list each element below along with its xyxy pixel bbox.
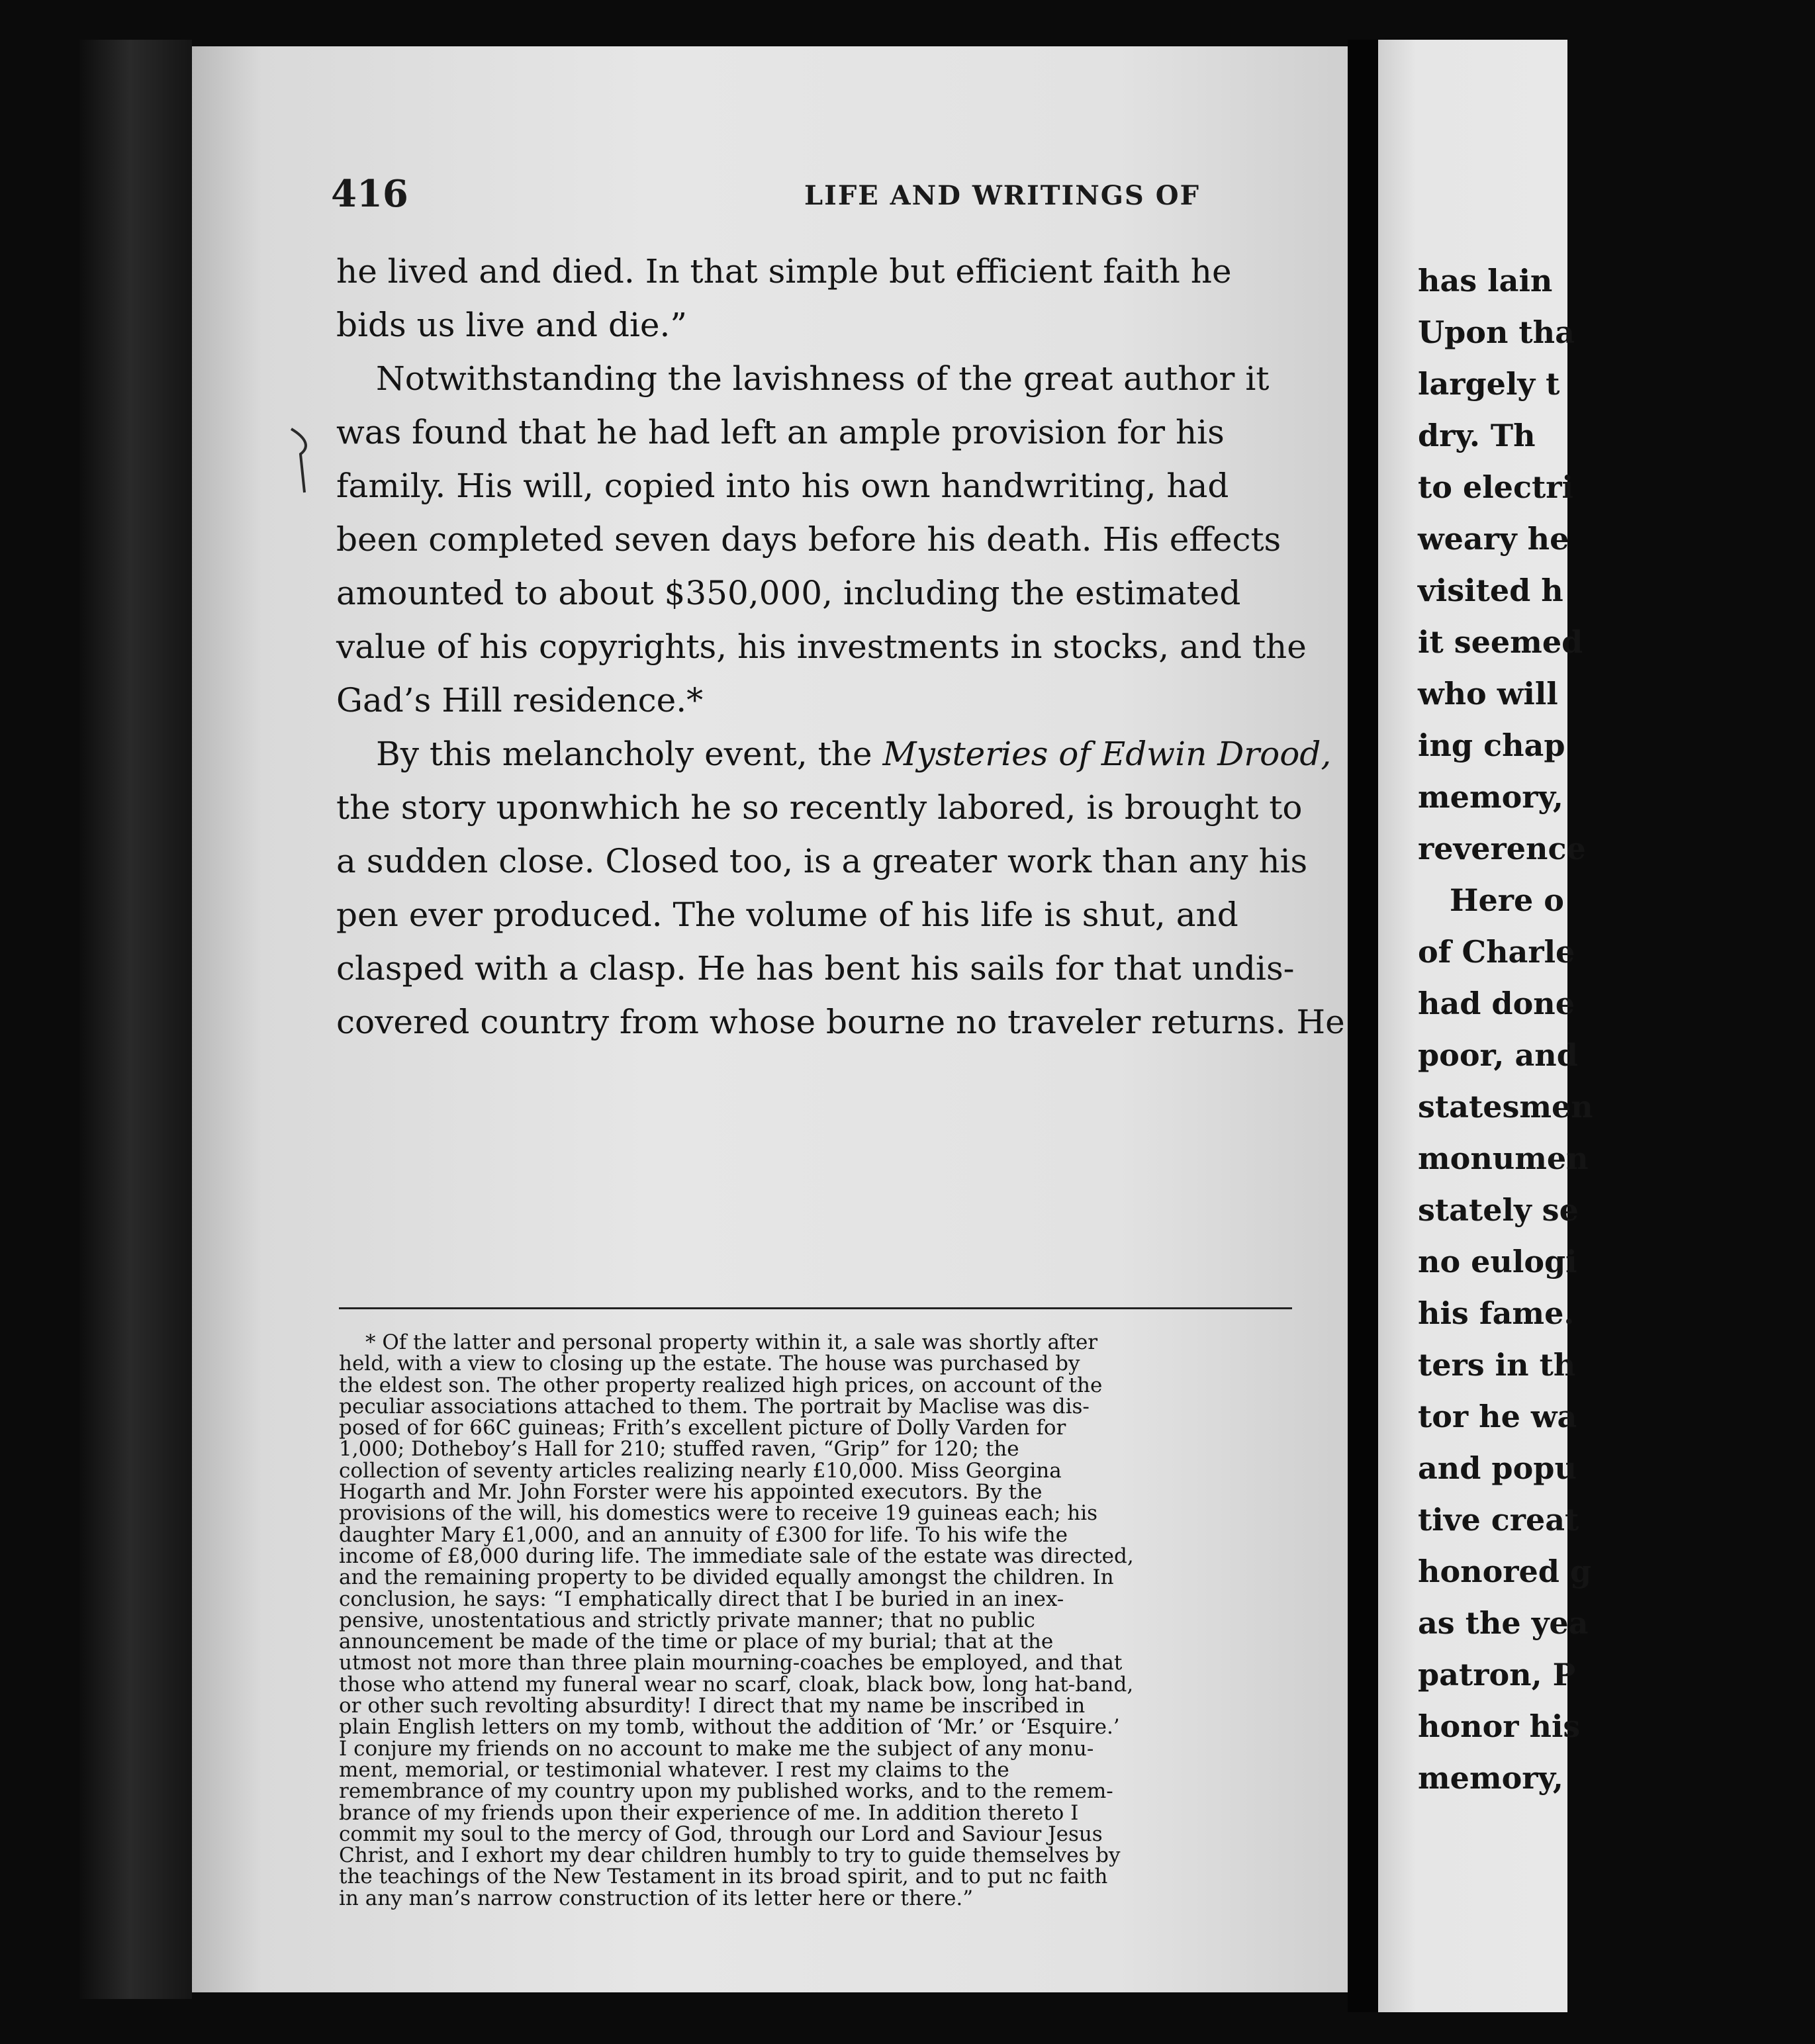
footnote-line: the eldest son. The other property realized high prices, on account of the xyxy=(339,1373,1103,1397)
right-text-line: had done xyxy=(1418,986,1575,1021)
text-line xyxy=(336,727,1475,781)
right-text-line: memory, xyxy=(1418,1760,1563,1796)
right-text-line: poor, and xyxy=(1418,1037,1578,1073)
right-text-line: who will xyxy=(1418,676,1558,712)
text-line: a sudden close. Closed too, is a greater work than any his xyxy=(336,842,1308,880)
running-head xyxy=(331,172,1284,225)
right-text-line: to electri xyxy=(1418,469,1573,505)
right-text-line: as the yea xyxy=(1418,1605,1589,1641)
right-text-line: patron, P xyxy=(1418,1657,1576,1693)
right-text-line: dry. Th xyxy=(1418,418,1536,453)
right-text-line: visited h xyxy=(1418,573,1563,608)
footnote-line: posed of for 66C guineas; Frith’s excellent picture of Dolly Varden for xyxy=(339,1416,1066,1440)
pencil-margin-mark xyxy=(285,424,318,496)
footnote-line: commit my soul to the mercy of God, through our Lord and Saviour Jesus xyxy=(339,1822,1103,1846)
main-text-block xyxy=(336,245,1475,1049)
text-line: he lived and died. In that simple but efficient faith he xyxy=(336,252,1232,291)
footnote-line: brance of my friends upon their experience of me. In addition thereto I xyxy=(339,1800,1079,1825)
footnote-line: remembrance of my country upon my published works, and to the remem- xyxy=(339,1779,1113,1804)
right-text-line: ters in th xyxy=(1418,1347,1576,1383)
text-line: clasped with a clasp. He has bent his sails for that undis- xyxy=(336,949,1295,988)
right-text-line: weary he xyxy=(1418,521,1569,557)
right-text-line: honored g xyxy=(1418,1554,1592,1589)
footnote-line: income of £8,000 during life. The immediate sale of the estate was directed, xyxy=(339,1544,1134,1568)
right-text-line: largely t xyxy=(1418,366,1560,402)
footnote-line: utmost not more than three plain mourning-coaches be employed, and that xyxy=(339,1651,1123,1675)
text-line: been completed seven days before his death. His effects xyxy=(336,520,1281,559)
right-text-line: honor his xyxy=(1418,1708,1581,1744)
right-page xyxy=(1378,40,1593,2012)
text-line: Gad’s Hill residence.* xyxy=(336,681,704,720)
footnote-line: 1,000; Dotheboy’s Hall for 210; stuffed raven, “Grip” for 120; the xyxy=(339,1437,1019,1462)
footnote-line: daughter Mary £1,000, and an annuity of £300 for life. To his wife the xyxy=(339,1522,1068,1547)
footnote-block xyxy=(339,1332,1477,1909)
footnote-line: announcement be made of the time or place of my burial; that at the xyxy=(339,1630,1054,1654)
left-page xyxy=(192,46,1348,1992)
page-gutter xyxy=(1348,40,1378,2012)
text-line: Notwithstanding the lavishness of the great author it xyxy=(376,359,1270,398)
text-line: was found that he had left an ample provision for his xyxy=(336,413,1225,451)
footnote-line: and the remaining property to be divided equally amongst the children. In xyxy=(339,1565,1114,1590)
text-line: bids us live and die.” xyxy=(336,306,687,344)
right-text-line: has lain xyxy=(1418,263,1553,299)
footnote-line: those who attend my funeral wear no scarf, cloak, black bow, long hat-band, xyxy=(339,1672,1134,1696)
footnote-line: held, with a view to closing up the estate. The house was purchased by xyxy=(339,1352,1080,1376)
right-text-line: his fame. xyxy=(1418,1295,1575,1331)
right-text-line: tive creat xyxy=(1418,1502,1579,1538)
footnote-line: or other such revolting absurdity! I direct that my name be inscribed in xyxy=(339,1694,1086,1718)
text-line: covered country from whose bourne no traveler returns. He xyxy=(336,1003,1345,1041)
footnote-line: pensive, unostentatious and strictly private manner; that no public xyxy=(339,1608,1035,1632)
right-page-text-block xyxy=(1418,255,1815,1804)
footnote-line: I conjure my friends on no account to make me the subject of any monu- xyxy=(339,1736,1094,1761)
footnote-line: Hogarth and Mr. John Forster were his appointed executors. By the xyxy=(339,1480,1043,1505)
right-text-line: it seemed xyxy=(1418,624,1583,660)
text-line: family. His will, copied into his own handwriting, had xyxy=(336,467,1229,505)
footnote-line: peculiar associations attached to them. The portrait by Maclise was dis- xyxy=(339,1394,1090,1418)
footnote-line: Christ, and I exhort my dear children humbly to try to guide themselves by xyxy=(339,1843,1121,1868)
right-text-line: no eulogi xyxy=(1418,1244,1577,1279)
text-line: amounted to about $350,000, including the estimated xyxy=(336,574,1241,612)
right-text-line: stately se xyxy=(1418,1192,1579,1228)
footnote-line: provisions of the will, his domestics were to receive 19 guineas each; his xyxy=(339,1501,1098,1526)
footnote-line: * Of the latter and personal property within it, a sale was shortly after xyxy=(365,1330,1098,1354)
text-line-start: By this melancholy event, the xyxy=(376,735,883,773)
right-text-line: monumen xyxy=(1418,1140,1589,1176)
book-edge xyxy=(79,40,192,1999)
right-text-line: reverence xyxy=(1418,831,1586,866)
right-text-line: memory, xyxy=(1418,779,1563,815)
right-text-line: ing chap xyxy=(1418,727,1565,763)
footnote-line: in any man’s narrow construction of its letter here or there.” xyxy=(339,1886,974,1910)
text-line: pen ever produced. The volume of his life is shut, and xyxy=(336,896,1238,934)
right-text-line: Upon tha xyxy=(1418,314,1575,350)
right-text-line: and popu xyxy=(1418,1450,1577,1486)
footnote-line: plain English letters on my tomb, without the addition of ‘Mr.’ or ‘Esquire.’ xyxy=(339,1715,1120,1740)
footnote-line: collection of seventy articles realizing nearly £10,000. Miss Georgina xyxy=(339,1458,1062,1483)
footnote-divider xyxy=(339,1307,1292,1309)
text-line: value of his copyrights, his investments in stocks, and the xyxy=(336,627,1307,666)
running-head-title: LIFE AND WRITINGS OF xyxy=(804,180,1200,211)
right-text-line: statesmen xyxy=(1418,1089,1593,1125)
right-text-line: Here o xyxy=(1450,882,1564,918)
footnote-line: ment, memorial, or testimonial whatever. I rest my claims to the xyxy=(339,1757,1009,1782)
right-text-line: of Charle xyxy=(1418,934,1575,970)
page-number: 416 xyxy=(331,172,408,216)
footnote-line: the teachings of the New Testament in its broad spirit, and to put nc faith xyxy=(339,1865,1108,1889)
text-line: the story uponwhich he so recently labored, is brought to xyxy=(336,788,1303,827)
footnote-line: conclusion, he says: “I emphatically direct that I be buried in an inex- xyxy=(339,1587,1064,1611)
book-title-italic: Mysteries of Edwin Drood, xyxy=(882,735,1332,773)
right-text-line: tor he wa xyxy=(1418,1399,1577,1434)
